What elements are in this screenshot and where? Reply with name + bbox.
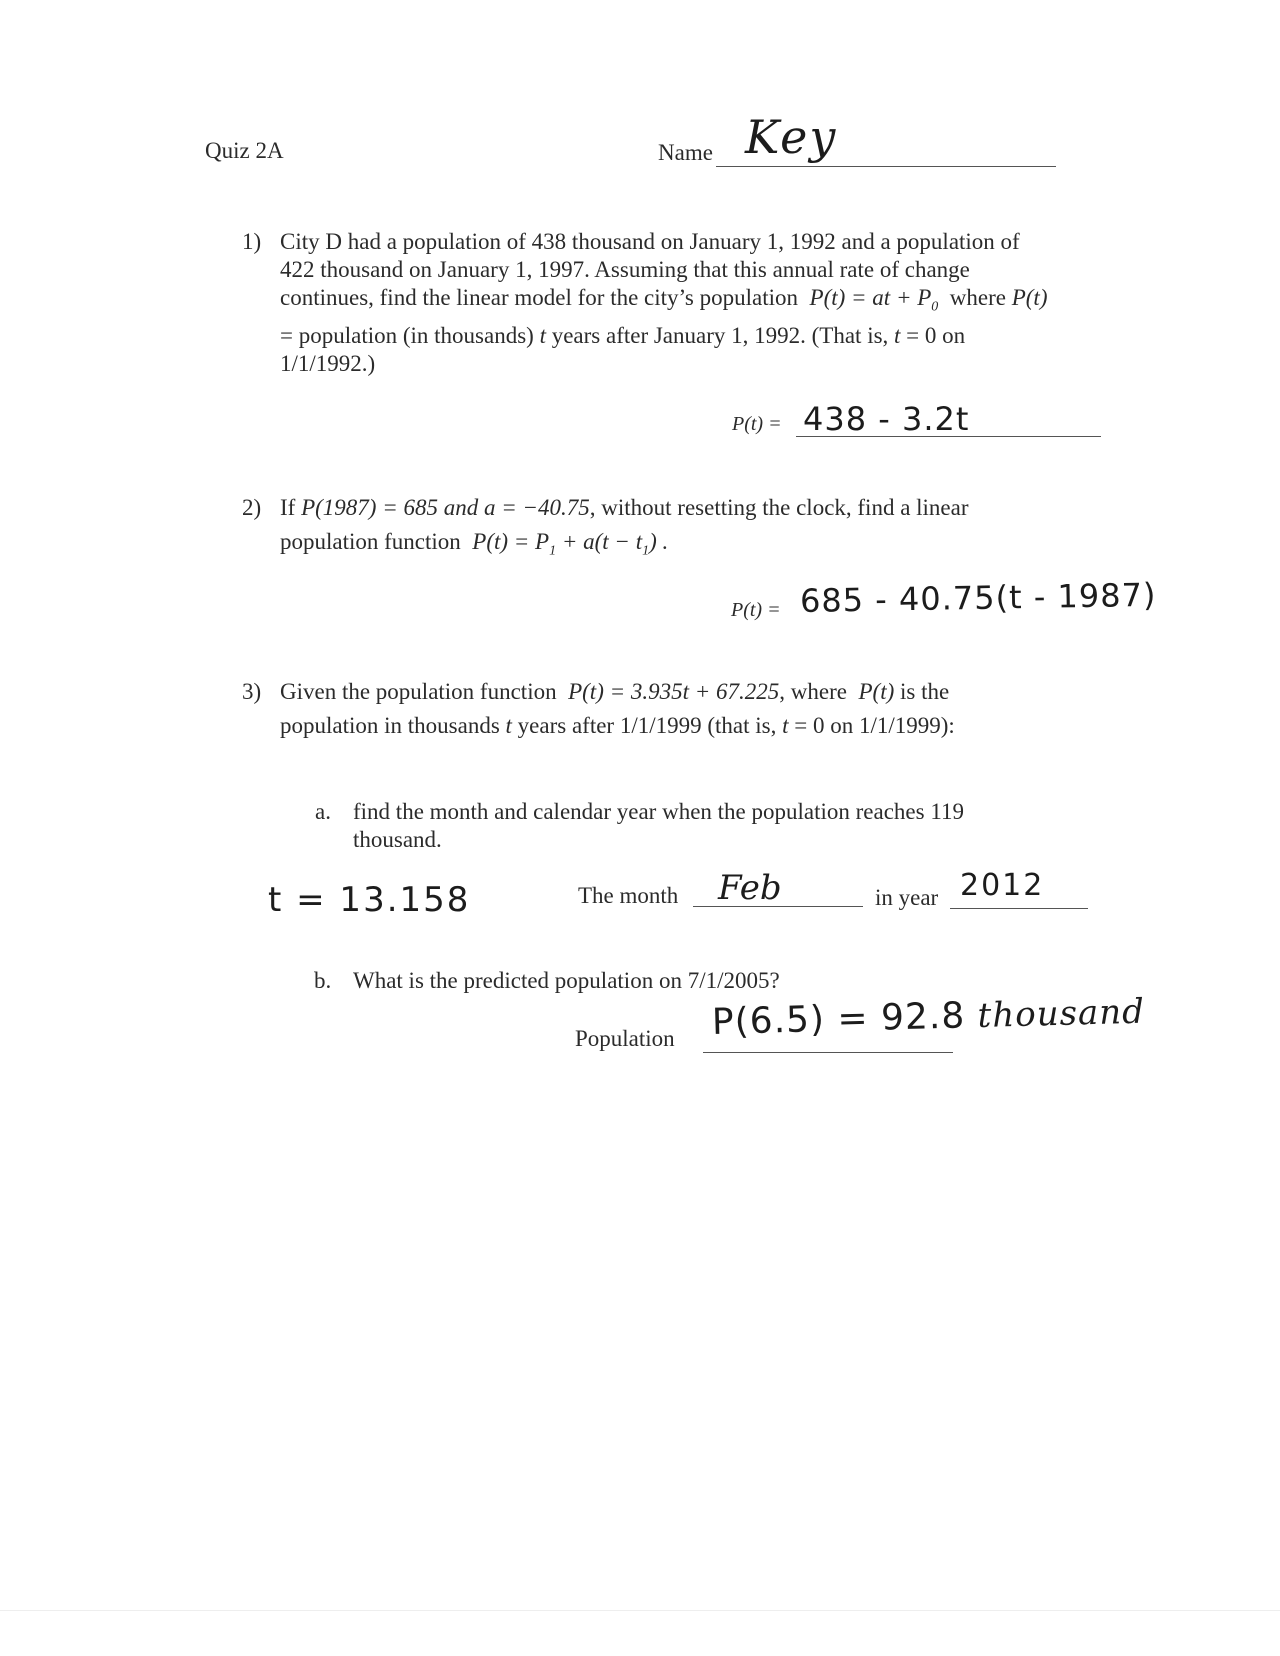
q2-formula: $P(t) = P_1 + a(t - t_1)$ . — [472, 529, 669, 559]
q3b-answer-handwritten: P(6.5) = 92.8 thousand — [711, 991, 1146, 1043]
q2-line-2: population function $P(t) = P_1 + a(t - t_1)$ . — [280, 529, 669, 559]
q3a-text: find the month and calendar year when the population reaches 119 thousand. — [353, 799, 964, 852]
question-2-text — [280, 494, 1100, 566]
q3b-letter: b. — [314, 968, 332, 993]
q2-answer-handwritten: 685 - 40.75(t - 1987) — [799, 575, 1157, 620]
q3-line-1: Given the population function P(t) = 3.935t + 67.225, where P(t) is the — [280, 679, 950, 704]
q2-answer-label: P(t) = — [731, 599, 781, 621]
q3a-year-label: in year — [875, 885, 939, 910]
q1-line-4: = population (in thousands) t years after January 1, 1992. (That is, t = 0 on — [280, 322, 966, 348]
scan-edge — [0, 1610, 1280, 1611]
q2-line-1: If P(1987) = 685 and a = −40.75, without resetting the clock, find a linear — [280, 495, 969, 520]
q3-line-2: population in thousands t years after 1/1/1999 (that is, t = 0 on 1/1/1999): — [280, 713, 955, 738]
q1-line-5: 1/1/1992.) — [280, 350, 376, 376]
q1-line-3: continues, find the linear model for the city’s population P(t) = at + $P_0$ where P(t) — [280, 285, 1048, 315]
q1-formula: P(t) = at + $P_0$ — [809, 285, 939, 315]
question-3-number: 3) — [242, 679, 262, 704]
q3a-year-line — [950, 908, 1088, 909]
name-answer-handwritten: Key — [745, 110, 838, 164]
q1-line-2: 422 thousand on January 1, 1997. Assuming that this annual rate of change — [280, 257, 970, 282]
q3b-text: What is the predicted population on 7/1/2005? — [353, 968, 780, 993]
q3a-year-answer-handwritten: 2012 — [960, 868, 1045, 903]
q3-formula: P(t) = 3.935t + 67.225 — [568, 679, 780, 704]
q1-answer-label: P(t) = — [732, 413, 782, 435]
q1-answer-handwritten: 438 - 3.2t — [803, 400, 970, 438]
name-label: Name — [658, 140, 713, 165]
question-1-number: 1) — [242, 229, 262, 254]
q3a-month-label: The month — [578, 883, 679, 908]
q3b-answer-unit: thousand — [977, 991, 1146, 1037]
quiz-title: Quiz 2A — [205, 138, 284, 163]
q3a-letter: a. — [315, 799, 331, 824]
q3b-population-label: Population — [575, 1026, 675, 1051]
question-2-number: 2) — [242, 495, 262, 520]
q3b-answer-line — [703, 1052, 953, 1053]
name-answer-line — [716, 166, 1056, 167]
q1-line-1: City D had a population of 438 thousand on January 1, 1992 and a population of — [280, 229, 1020, 254]
question-1-text — [280, 228, 1100, 378]
q3a-month-answer-handwritten: Feb — [718, 868, 782, 908]
q3a-work-handwritten: t = 13.158 — [268, 880, 471, 920]
question-3-text — [280, 678, 1100, 740]
